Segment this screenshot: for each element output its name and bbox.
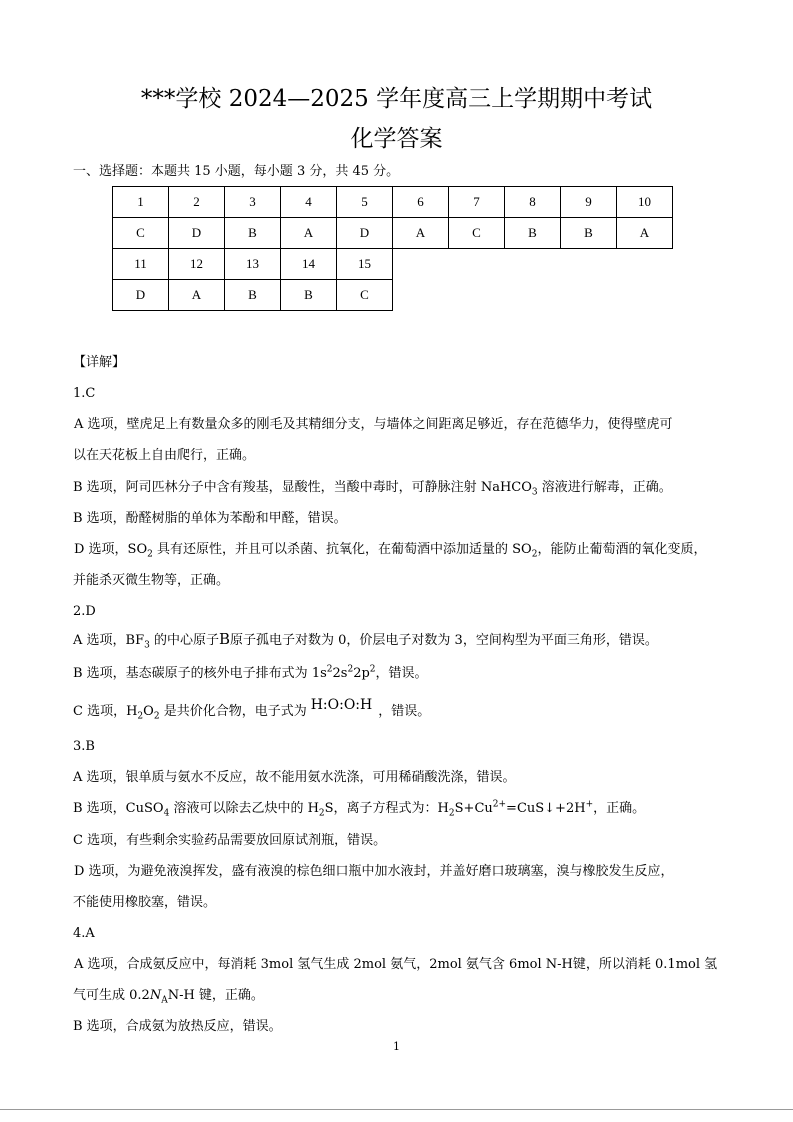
electron-formula: H:O:O:H (310, 697, 373, 713)
question-number-cell: 6 (393, 187, 449, 218)
table-row (113, 187, 673, 218)
question-number-cell: 14 (281, 249, 337, 280)
q3-option-d: D 选项，为避免液溴挥发，盛有液溴的棕色细口瓶中加水液封，并盖好磨口玻璃塞，溴与橡胶发生反应， (74, 864, 674, 879)
question-number-cell: 1 (113, 187, 169, 218)
answer-cell: C (337, 280, 393, 311)
q3-option-a: A 选项，银单质与氨水不反应，故不能用氨水洗涤，可用稀硝酸洗涤，错误。 (73, 770, 516, 785)
answer-cell: D (169, 218, 225, 249)
table-row (113, 218, 673, 249)
q3-option-c: C 选项，有些剩余实验药品需要放回原试剂瓶，错误。 (73, 833, 387, 848)
answer-cell: A (393, 218, 449, 249)
answer-cell: C (113, 218, 169, 249)
q1-label: 1.C (73, 386, 96, 401)
empty-cell (393, 280, 449, 311)
question-number-cell: 5 (337, 187, 393, 218)
q2-option-a: A 选项，$BF_3$ 的中心原子B原子孤电子对数为 0，价层电子对数为 3，空间构型为平面三角形，错误。 (73, 630, 658, 651)
answer-cell: C (449, 218, 505, 249)
answer-table (112, 186, 673, 311)
answer-cell: A (617, 218, 673, 249)
exam-subtitle: 化学答案 (350, 126, 443, 152)
question-number-cell: 2 (169, 187, 225, 218)
q3-option-b: B 选项，CuSO$_4$ 溶液可以除去乙炔中的 $H_2S$，离子方程式为：$H_2S+Cu^{2+}=CuS↓+2H^+$，正确。 (73, 799, 646, 819)
answer-cell: D (113, 280, 169, 311)
question-number-cell: 13 (225, 249, 281, 280)
empty-cell (617, 280, 673, 311)
table-row (113, 249, 673, 280)
answer-cell: A (169, 280, 225, 311)
detail-heading: 【详解】 (73, 355, 126, 370)
empty-cell (505, 280, 561, 311)
question-number-cell: 8 (505, 187, 561, 218)
answer-cell: B (225, 280, 281, 311)
q3-option-d-cont: 不能使用橡胶塞，错误。 (73, 895, 217, 910)
empty-cell (449, 280, 505, 311)
answer-cell: B (281, 280, 337, 311)
empty-cell (617, 249, 673, 280)
answer-cell: A (281, 218, 337, 249)
page-divider (0, 1109, 793, 1110)
empty-cell (561, 280, 617, 311)
empty-cell (505, 249, 561, 280)
q1-option-d-cont: 并能杀灭微生物等，正确。 (73, 573, 230, 588)
question-number-cell: 7 (449, 187, 505, 218)
answer-cell: B (561, 218, 617, 249)
answer-cell: D (337, 218, 393, 249)
q4-option-b: B 选项，合成氨为放热反应，错误。 (73, 1019, 282, 1034)
empty-cell (449, 249, 505, 280)
q4-label: 4.A (73, 926, 95, 941)
question-number-cell: 12 (169, 249, 225, 280)
question-number-cell: 15 (337, 249, 393, 280)
q2-option-b: B 选项，基态碳原子的核外电子排布式为 $1s^22s^22p^2$，错误。 (73, 664, 428, 681)
answer-cell: B (225, 218, 281, 249)
section-heading: 一、选择题：本题共 15 小题，每小题 3 分，共 45 分。 (73, 164, 400, 179)
q4-option-a-cont: 气可生成 $0.2N_AN-H$ 键，正确。 (73, 988, 264, 1006)
q1-option-c: B 选项，酚醛树脂的单体为苯酚和甲醛，错误。 (73, 511, 347, 526)
table-row (113, 280, 673, 311)
q2-option-c: C 选项，$H_2O_2$ 是共价化合物，电子式为 H:O:O:H ，错误。 (73, 697, 431, 722)
q1-option-b: B 选项，阿司匹林分子中含有羧基，显酸性，当酸中毒时，可静脉注射 NaHCO$_3$ 溶液进行解毒，正确。 (73, 480, 672, 498)
question-number-cell: 9 (561, 187, 617, 218)
question-number-cell: 4 (281, 187, 337, 218)
q2-label: 2.D (73, 604, 96, 619)
q1-option-a-cont: 以在天花板上自由爬行，正确。 (73, 448, 256, 463)
empty-cell (393, 249, 449, 280)
exam-title: ***学校 2024—2025 学年度高三上学期期中考试 (140, 86, 653, 112)
question-number-cell: 11 (113, 249, 169, 280)
empty-cell (561, 249, 617, 280)
q3-label: 3.B (73, 739, 95, 754)
answer-cell: B (505, 218, 561, 249)
q1-option-d: D 选项，$SO_2$ 具有还原性，并且可以杀菌、抗氧化，在葡萄酒中添加适量的 $SO_2$，能防止葡萄酒的氧化变质， (74, 542, 707, 560)
question-number-cell: 3 (225, 187, 281, 218)
q4-option-a: A 选项，合成氨反应中，每消耗 3mol 氢气生成 2mol 氨气，2mol 氨气含 6mol N-H键，所以消耗 0.1mol 氢 (74, 957, 718, 972)
page-number: 1 (393, 1040, 400, 1053)
q1-option-a: A 选项，壁虎足上有数量众多的刚毛及其精细分支，与墙体之间距离足够近，存在范德华力，使得壁虎可 (74, 417, 673, 432)
question-number-cell: 10 (617, 187, 673, 218)
